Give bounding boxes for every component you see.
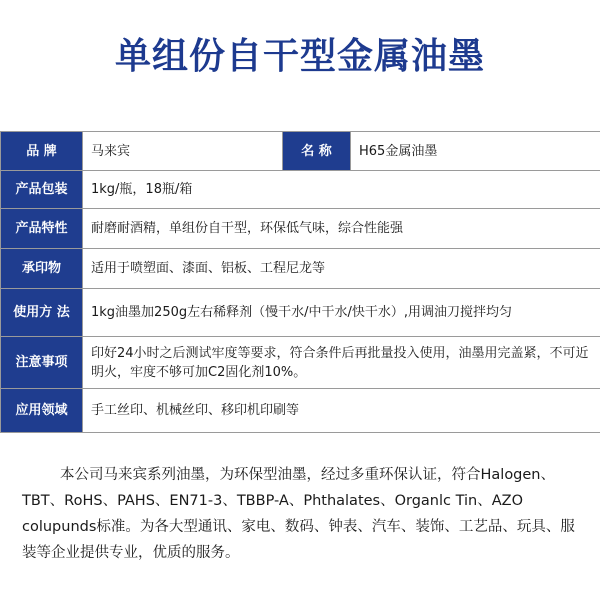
spec-row-features bbox=[1, 209, 600, 249]
spec-value: 耐磨耐酒精，单组份自干型，环保低气味，综合性能强 bbox=[83, 209, 600, 249]
brand-label: 品 牌 bbox=[1, 132, 83, 171]
spec-label: 使用方 法 bbox=[1, 289, 83, 337]
name-label: 名 称 bbox=[283, 132, 351, 171]
spec-row-brand bbox=[1, 132, 600, 171]
page-title: 单组份自干型金属油墨 bbox=[114, 36, 485, 77]
company-intro bbox=[22, 462, 582, 566]
company-intro-text: 本公司马来宾系列油墨，为环保型油墨，经过多重环保认证，符合Halogen、TBT、RoHS、PAHS、EN71-3、TBBP-A、Phthalates、Organlc Tin、AZO colupunds标准。为各大型通讯、家电、数码、钟表、汽车、装饰、工艺品、玩具、服装等企业提供专业，优质的服务。 bbox=[22, 467, 575, 561]
spec-table bbox=[0, 131, 600, 433]
spec-value: 1kg/瓶，18瓶/箱 bbox=[83, 171, 600, 209]
spec-label: 注意事项 bbox=[1, 337, 83, 389]
spec-value: 手工丝印、机械丝印、移印机印刷等 bbox=[83, 389, 600, 433]
spec-value: 适用于喷塑面、漆面、铝板、工程尼龙等 bbox=[83, 249, 600, 289]
spec-label: 承印物 bbox=[1, 249, 83, 289]
spec-label: 应用领域 bbox=[1, 389, 83, 433]
name-value: H65金属油墨 bbox=[351, 132, 600, 171]
spec-row-notes bbox=[1, 337, 600, 389]
spec-row-substrate bbox=[1, 249, 600, 289]
spec-label: 产品包装 bbox=[1, 171, 83, 209]
brand-value: 马来宾 bbox=[83, 132, 283, 171]
spec-label: 产品特性 bbox=[1, 209, 83, 249]
spec-value: 印好24小时之后测试牢度等要求，符合条件后再批量投入使用，油墨用完盖紧，不可近明火，牢度不够可加C2固化剂10%。 bbox=[83, 337, 600, 389]
spec-row-packaging bbox=[1, 171, 600, 209]
spec-row-usage bbox=[1, 289, 600, 337]
spec-value: 1kg油墨加250g左右稀释剂（慢干水/中干水/快干水）,用调油刀搅拌均匀 bbox=[83, 289, 600, 337]
spec-row-applications bbox=[1, 389, 600, 433]
